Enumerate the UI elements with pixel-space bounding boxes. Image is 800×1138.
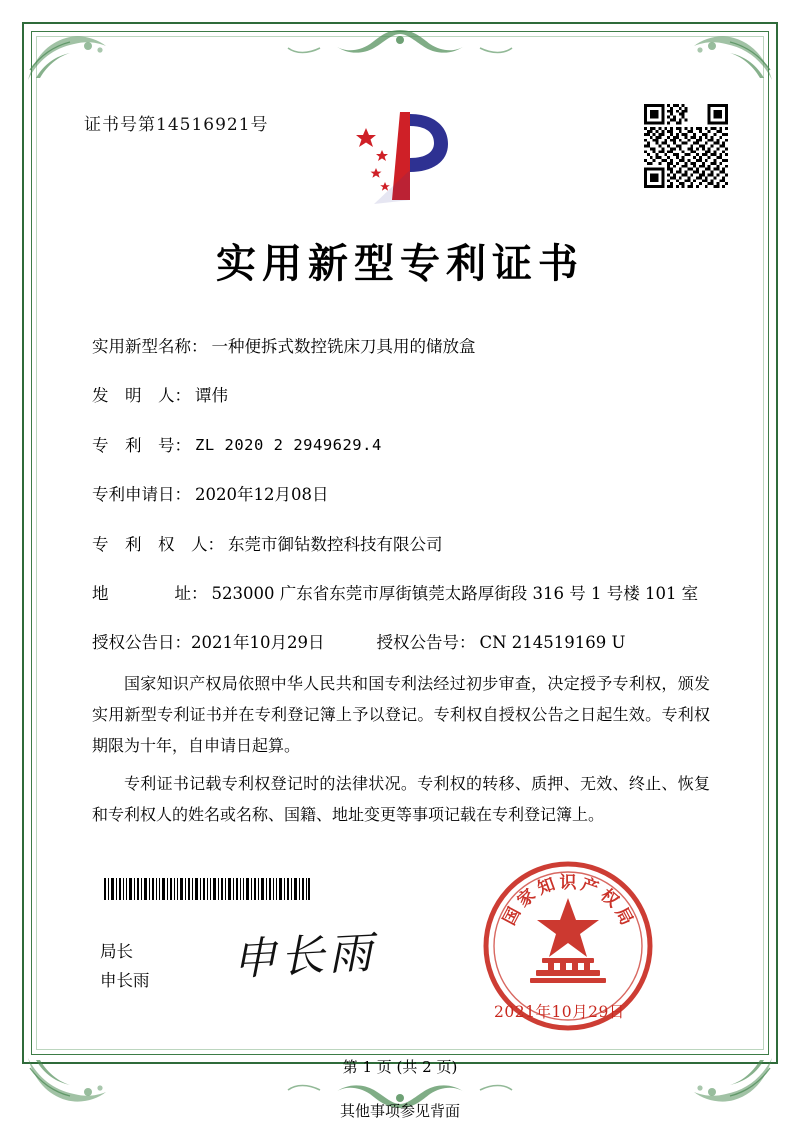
field-row-application-date bbox=[92, 482, 712, 508]
field-value: 谭伟 bbox=[195, 386, 228, 406]
director-name-label: 申长雨 bbox=[100, 970, 150, 990]
field-row-patentee bbox=[92, 532, 712, 558]
legal-paragraph-2: 专利证书记载专利权登记时的法律状况。专利权的转移、质押、无效、终止、恢复和专利权人的姓名或名称、国籍、地址变更等事项记载在专利登记簿上。 bbox=[92, 773, 710, 824]
corner-ornament-icon bbox=[26, 26, 122, 82]
field-label: 专 利 号： bbox=[92, 435, 191, 455]
cnipa-logo-icon bbox=[352, 108, 462, 208]
field-row-grant-announcement bbox=[92, 630, 712, 656]
field-value: 一种便拆式数控铣床刀具用的储放盒 bbox=[211, 337, 476, 356]
svg-text:权: 权 bbox=[596, 885, 623, 912]
field-row-address bbox=[92, 581, 712, 607]
field-label-grant-date: 授权公告日： bbox=[92, 633, 191, 653]
field-label: 地 址： bbox=[92, 583, 208, 603]
svg-text:识: 识 bbox=[559, 873, 577, 893]
field-label: 发 明 人： bbox=[92, 386, 191, 406]
field-row-utility-model-name bbox=[92, 334, 712, 360]
director-title-label: 局长 bbox=[100, 942, 133, 961]
svg-text:知: 知 bbox=[535, 874, 558, 900]
svg-text:家: 家 bbox=[513, 885, 540, 912]
page-title: 实用新型专利证书 bbox=[216, 240, 584, 287]
field-value: 2020年12月08日 bbox=[195, 485, 329, 505]
field-label-grant-number: 授权公告号： bbox=[376, 633, 476, 653]
field-label: 专 利 权 人： bbox=[92, 534, 224, 554]
corner-ornament-icon bbox=[678, 26, 774, 82]
field-value-grant-date: 2021年10月29日 bbox=[191, 633, 325, 653]
field-value: 东莞市御钻数控科技有限公司 bbox=[228, 534, 443, 554]
footer-note: 其他事项参见背面 bbox=[339, 1102, 460, 1120]
legal-paragraph-1: 国家知识产权局依照中华人民共和国专利法经过初步审查，决定授予专利权，颁发实用新型专利证书并在专利登记簿上予以登记。专利权自授权公告之日起生效。专利权期限为十年，自申请日起算。 bbox=[92, 674, 710, 756]
field-value: 523000 广东省东莞市厚街镇莞太路厚街段 316 号 1 号楼 101 室 bbox=[211, 583, 699, 603]
field-list bbox=[92, 334, 712, 680]
page-number: 第 1 页 (共 2 页) bbox=[342, 1058, 458, 1076]
field-value: ZL 2020 2 2949629.4 bbox=[195, 435, 382, 454]
field-row-patent-number bbox=[92, 433, 712, 459]
top-edge-ornament-icon bbox=[200, 24, 600, 58]
certificate-number: 证书号第14516921号 bbox=[84, 115, 269, 135]
handwritten-signature: 申长雨 bbox=[230, 927, 378, 986]
field-label: 专利申请日： bbox=[92, 485, 191, 505]
svg-text:国: 国 bbox=[499, 904, 526, 929]
field-value-grant-number: CN 214519169 U bbox=[479, 633, 626, 653]
legal-text bbox=[92, 668, 710, 836]
seal-date: 2021年10月29日 bbox=[494, 1003, 625, 1021]
field-label: 实用新型名称： bbox=[92, 337, 208, 356]
svg-text:局: 局 bbox=[610, 904, 637, 929]
qr-code-icon bbox=[644, 104, 728, 188]
svg-text:产: 产 bbox=[578, 874, 601, 900]
signature-block bbox=[100, 938, 150, 996]
field-row-inventor bbox=[92, 383, 712, 409]
barcode-icon bbox=[104, 878, 310, 900]
